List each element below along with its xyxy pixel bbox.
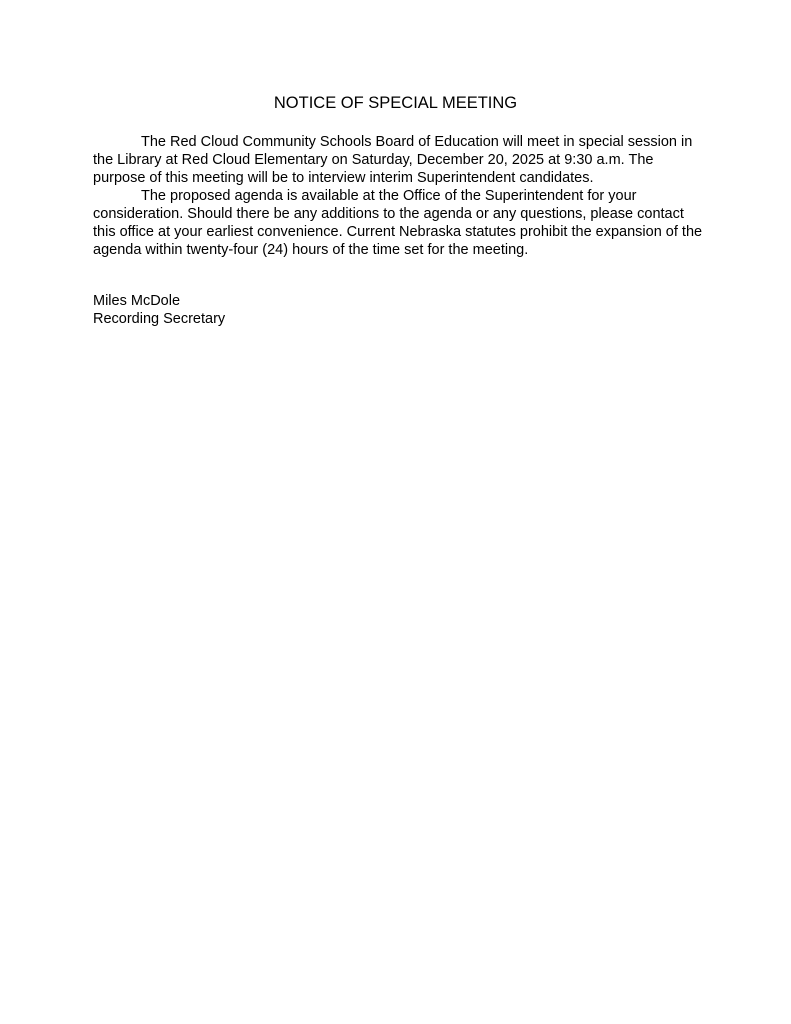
signature-role: Recording Secretary: [93, 311, 226, 327]
signature-name: Miles McDole: [93, 293, 181, 309]
paragraph-meeting-details: The Red Cloud Community Schools Board of Education will meet in special session in the Library at Red Cloud Elementary on Saturday, December 20, 2025 at 9:30 a.m. The purpose of this meeting will be to interview interim Superintendent candidates.: [93, 134, 693, 186]
paragraph-agenda-info: The proposed agenda is available at the Office of the Superintendent for your consideration. Should there be any additions to the agenda or any questions, please contact this office at your earliest convenience. Current Nebraska statutes prohibit the expansion of the agenda within twenty-four (24) hours of the time set for the meeting.: [93, 188, 703, 258]
signature-block: [93, 292, 225, 328]
document-body: [93, 133, 703, 259]
document-title: NOTICE OF SPECIAL MEETING: [273, 94, 518, 112]
